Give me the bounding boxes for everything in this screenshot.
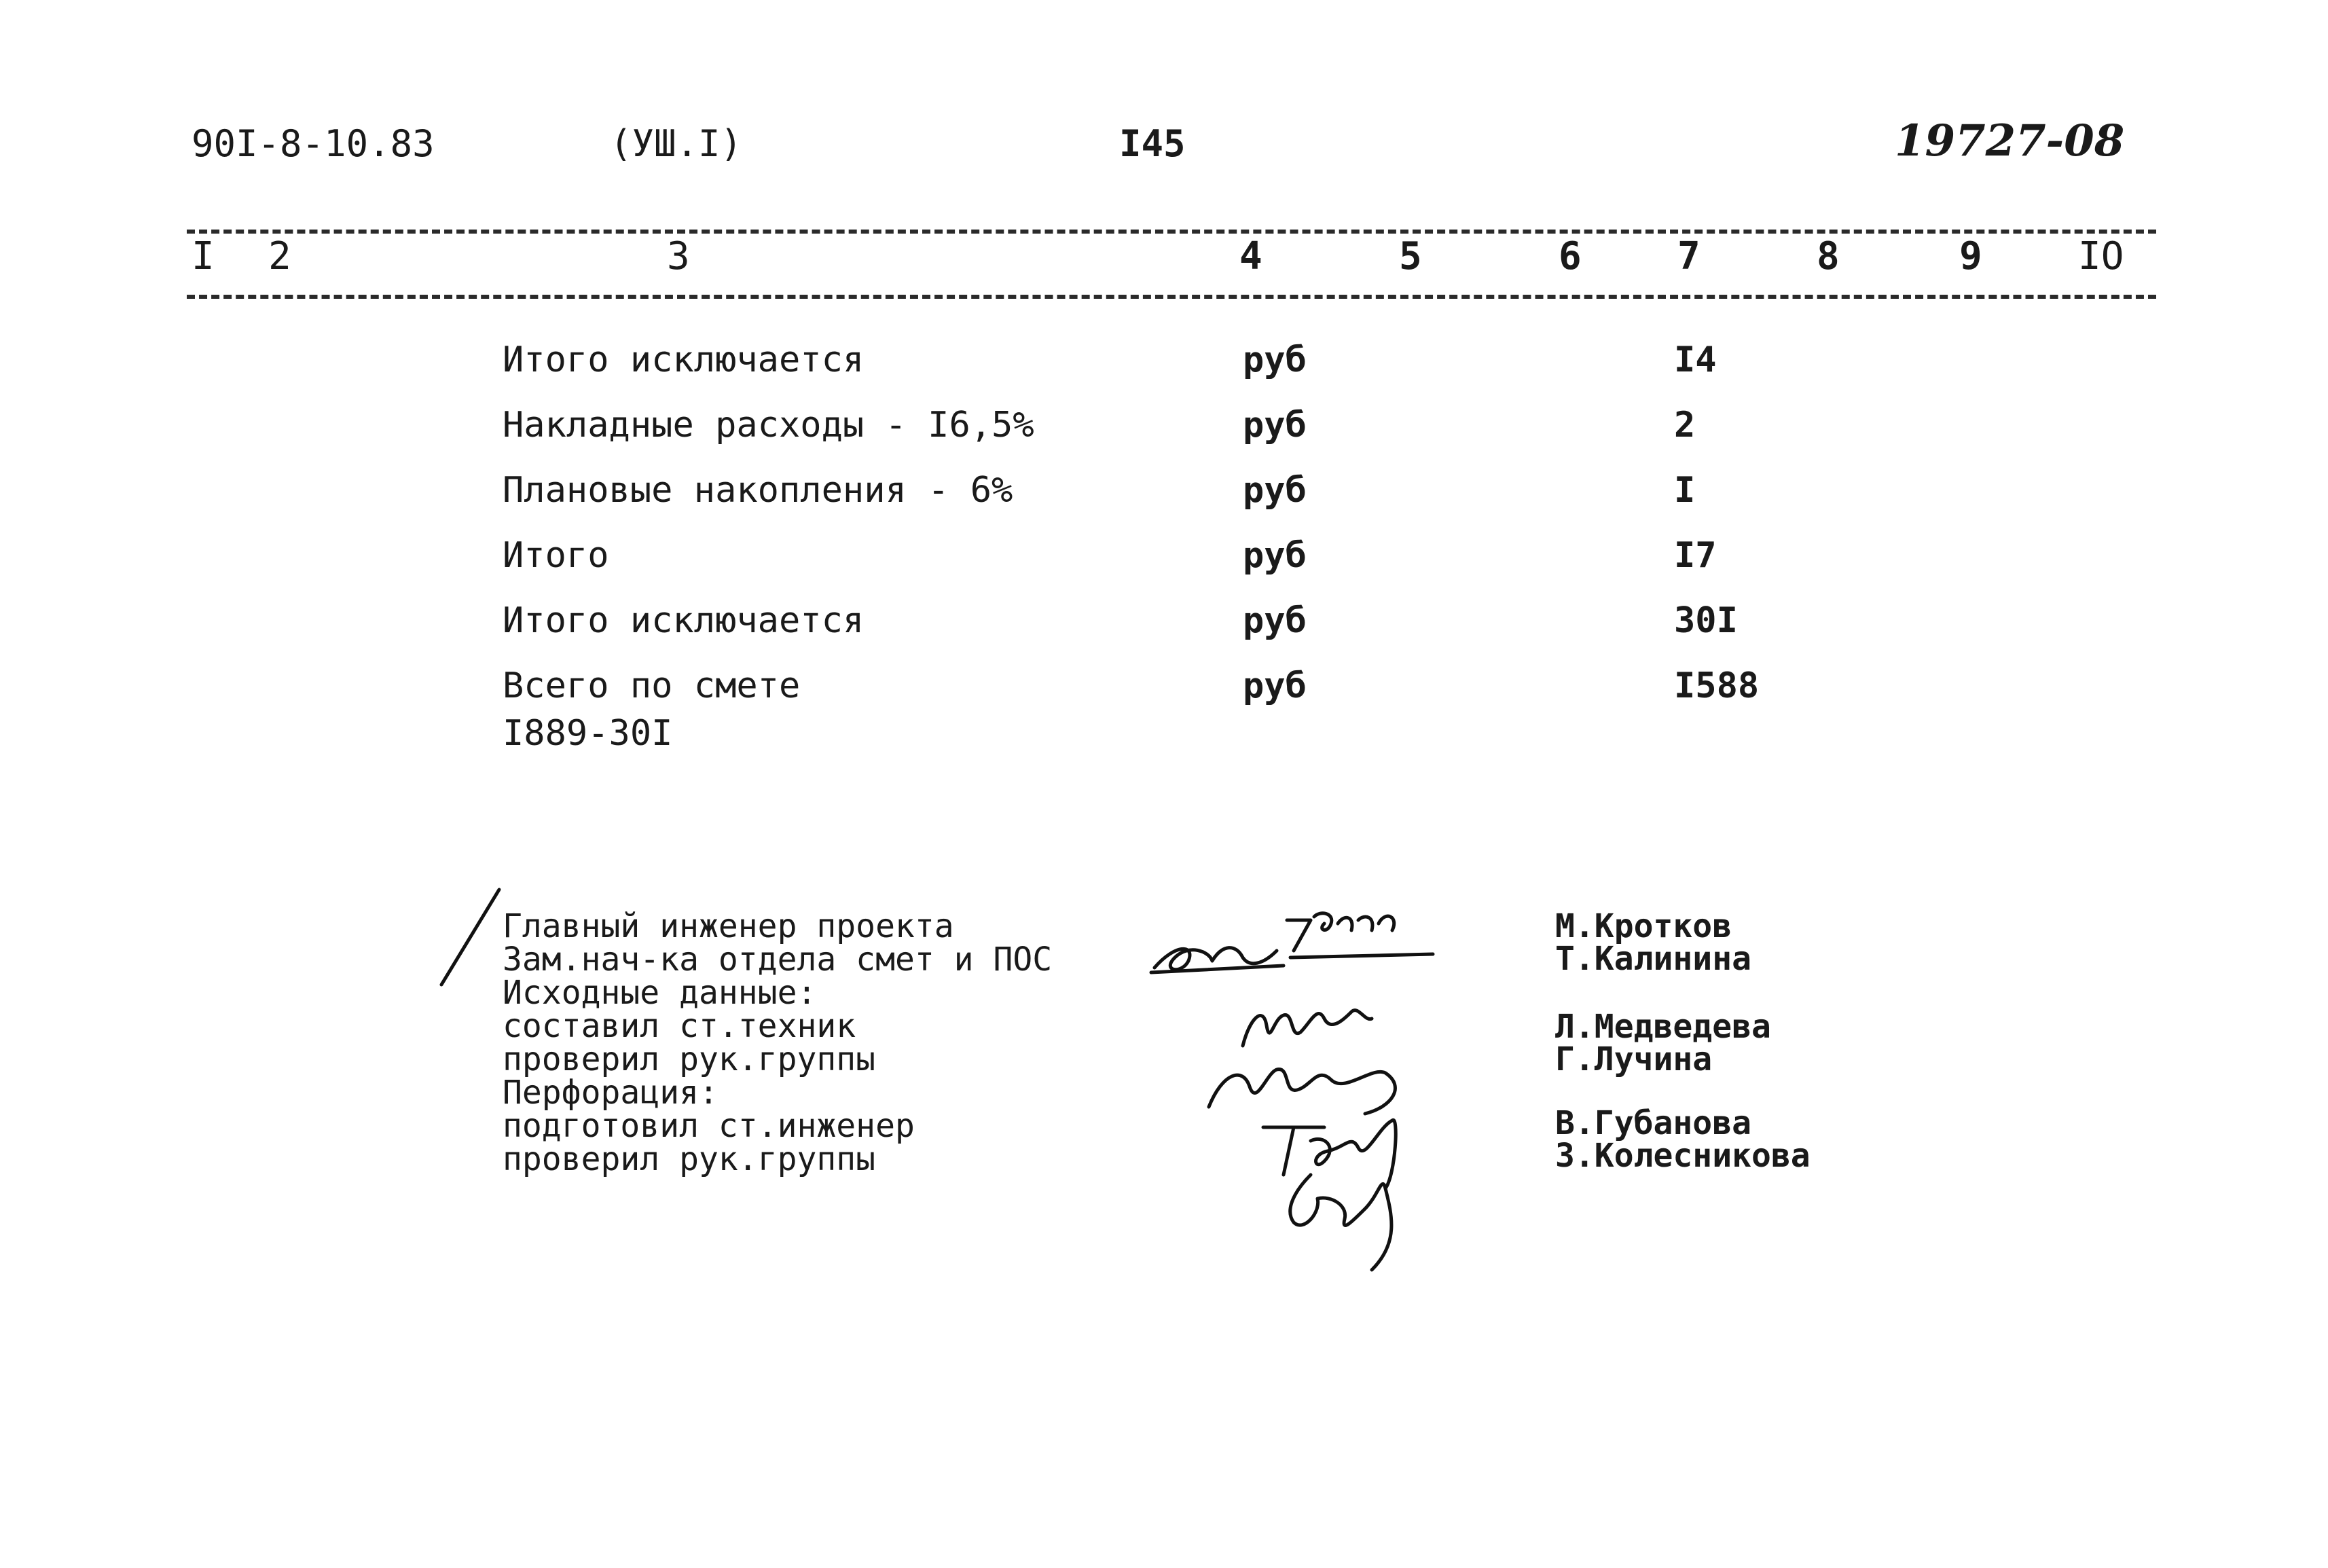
row-value: I [1674,470,1696,511]
handwritten-signatures [1148,903,1460,1283]
row-label: Итого исключается [503,600,865,641]
name-checker: Г.Лучина [1555,1040,1713,1078]
column-number-6: 6 [1559,234,1582,278]
row-label: Итого исключается [503,340,865,380]
column-number-5: 5 [1399,234,1422,278]
name-compiler: Л.Медведева [1555,1008,1771,1046]
row-unit: руб [1243,666,1307,706]
row-value: I4 [1674,340,1717,380]
name-deputy-head: Т.Калинина [1555,940,1751,978]
column-number-2: 2 [268,234,291,278]
section-code: (УШ.I) [610,122,743,165]
signatory-names-group-2 [1555,1010,1771,1076]
name-preparer: В.Губанова [1555,1104,1751,1142]
row-unit: руб [1243,405,1307,445]
row-label: Всего по смете [503,666,801,706]
role-source-data-heading: Исходные данные: [503,974,817,1012]
table-row [0,405,2328,445]
column-number-7: 7 [1677,234,1700,278]
row-unit: руб [1243,470,1307,511]
table-row [0,470,2328,511]
role-compiled-by: составил ст.техник [503,1007,856,1045]
table-row [0,535,2328,576]
role-perforation-heading: Перфорация: [503,1074,719,1112]
column-number-1: I [192,234,215,278]
row-label: Плановые накопления - 6% [503,470,1013,511]
row-unit: руб [1243,600,1307,641]
table-row [0,600,2328,641]
role-chief-engineer: Главный инженер проекта [503,907,954,945]
column-number-4: 4 [1239,234,1262,278]
header-rule-bottom [187,295,2156,299]
total-calculation-note: I889-30I [503,713,673,754]
row-label: Накладные расходы - I6,5% [503,405,1034,445]
header-rule-top [187,230,2156,234]
row-unit: руб [1243,340,1307,380]
role-prepared-by: подготовил ст.инженер [503,1107,915,1145]
row-unit: руб [1243,535,1307,576]
table-row [0,666,2328,706]
document-code: 90I-8-10.83 [192,122,435,165]
column-number-8: 8 [1817,234,1840,278]
name-chief-engineer: М.Кротков [1555,907,1732,945]
column-number-10: IO [2078,234,2124,278]
row-value: I588 [1674,666,1760,706]
signatory-names-group-3 [1555,1104,1811,1175]
signatory-roles [503,907,1053,1178]
role-checked-by-2: проверил рук.группы [503,1140,876,1178]
signatory-names-group-1 [1555,907,1751,978]
role-deputy-head: Зам.нач-ка отдела смет и ПОС [503,941,1053,979]
handwritten-inventory-number: 19727-08 [1895,115,2125,166]
column-number-3: 3 [667,234,690,278]
row-value: 30I [1674,600,1738,641]
row-value: I7 [1674,535,1717,576]
table-row [0,340,2328,380]
page-number: I45 [1119,122,1186,165]
row-label: Итого [503,535,609,576]
column-number-9: 9 [1959,234,1982,278]
role-checked-by: проверил рук.группы [503,1040,876,1078]
name-checker-2: З.Колесникова [1555,1137,1811,1175]
row-value: 2 [1674,405,1696,445]
